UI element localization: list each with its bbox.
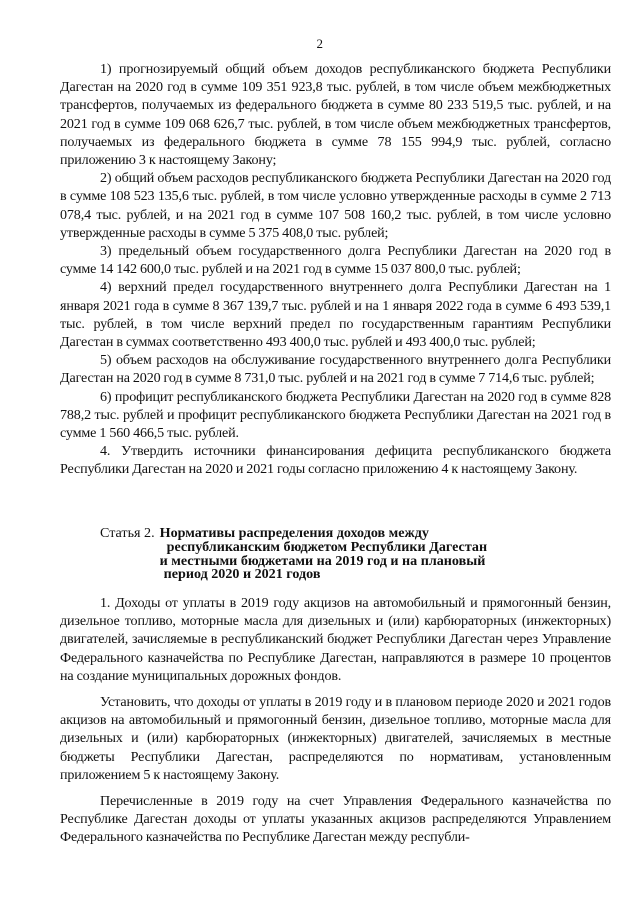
paragraph-surplus: 6) профицит республиканского бюджета Республики Дагестан на 2020 год в сумме 828 788,2 тыс. рублей и профицит республиканского бюджета Республики Дагестан на 2021 год в сумме 1 560 466,5 тыс. рублей. xyxy=(60,388,611,442)
paragraph-debt-limit: 3) предельный объем государственного долга Республики Дагестан на 2020 год в сумме 14 142 600,0 тыс. рублей и на 2021 год в сумме 15 037 800,0 тыс. рублей; xyxy=(60,243,611,278)
paragraph-expense-volume: 2) общий объем расходов республиканского бюджета Республики Дагестан на 2020 год в сумме 108 523 135,6 тыс. рублей, в том числе условно утвержденные расходы в сумме 2 713 078,4 тыс. рублей, и на 2021 год в сумме 107 508 160,2 тыс. рублей, в том числе условно утвержденные расходы в сумме 5 375 408,0 тыс. рублей; xyxy=(60,170,611,241)
paragraph-debt-service: 5) объем расходов на обслуживание государственного внутреннего долга Республики Дагестан на 2020 год в сумме 8 731,0 тыс. рублей и на 2021 год в сумме 7 714,6 тыс. рублей; xyxy=(60,352,611,387)
paragraph-excise-distribution: Установить, что доходы от уплаты в 2019 году и в плановом периоде 2020 и 2021 годов акцизов на автомобильный и прямогонный бензин, дизельное топливо, моторные масла для дизельных и (или) карбюраторных (инжекторных) двигателей, зачисляемых в местные бюджеты Республики Дагестан, распределяются по нормативам, установленным приложением 5 к настоящему Закону. xyxy=(60,694,611,783)
paragraph-excise-transfer: Перечисленные в 2019 году на счет Управления Федерального казначейства по Республике Дагестан доходы от уплаты указанных акцизов распределяются Управлением Федерального казначейства по Республике Дагестан между республи- xyxy=(60,793,611,846)
article-title-line: Нормативы распределения доходов между xyxy=(159,525,429,541)
paragraph-deficit-sources: 4. Утвердить источники финансирования дефицита республиканского бюджета Республики Дагестан на 2020 и 2021 годы согласно приложению 4 к настоящему Закону. xyxy=(60,443,611,478)
paragraph-excise-income: 1. Доходы от уплаты в 2019 году акцизов на автомобильный и прямогонный бензин, дизельное топливо, моторные масла для дизельных и (или) карбюраторных (инжекторных) двигателей, зачисляемые в республиканский бюджет Республики Дагестан через Управление Федерального казначейства по Республике Дагестан, направляются в размере 10 процентов на создание муниципальных дорожных фондов. xyxy=(60,595,611,684)
body-text-top xyxy=(60,60,611,479)
article-title xyxy=(160,527,487,582)
paragraph-income-volume: 1) прогнозируемый общий объем доходов республиканского бюджета Республики Дагестан на 2020 год в сумме 109 351 923,8 тыс. рублей, в том числе объем межбюджетных трансфертов, получаемых из федерального бюджета в сумме 80 233 519,5 тыс. рублей, и на 2021 год в сумме 109 068 626,7 тыс. рублей, в том числе объем межбюджетных трансфертов, получаемых из федерального бюджета в сумме 78 155 994,9 тыс. рублей, согласно приложению 3 к настоящему Закону; xyxy=(60,61,611,169)
article-label: Статья 2. xyxy=(100,525,155,541)
article-heading xyxy=(100,527,570,582)
article-title-line: период 2020 и 2021 годов xyxy=(163,566,321,583)
page-number: 2 xyxy=(316,36,324,51)
paragraph-upper-debt-limit: 4) верхний предел государственного внутреннего долга Республики Дагестан на 1 января 2021 года в сумме 8 367 139,7 тыс. рублей и на 1 января 2022 года в сумме 6 493 539,1 тыс. рублей, в том числе верхний предел по государственным гарантиям Республики Дагестан в суммах соответственно 493 400,0 тыс. рублей и 493 400,0 тыс. рублей; xyxy=(60,279,611,351)
article-title-line: и местными бюджетами на 2019 год и на плановый xyxy=(159,552,486,569)
body-text-bottom xyxy=(60,594,611,855)
article-title-line: республиканским бюджетом Республики Дагестан xyxy=(166,538,488,555)
